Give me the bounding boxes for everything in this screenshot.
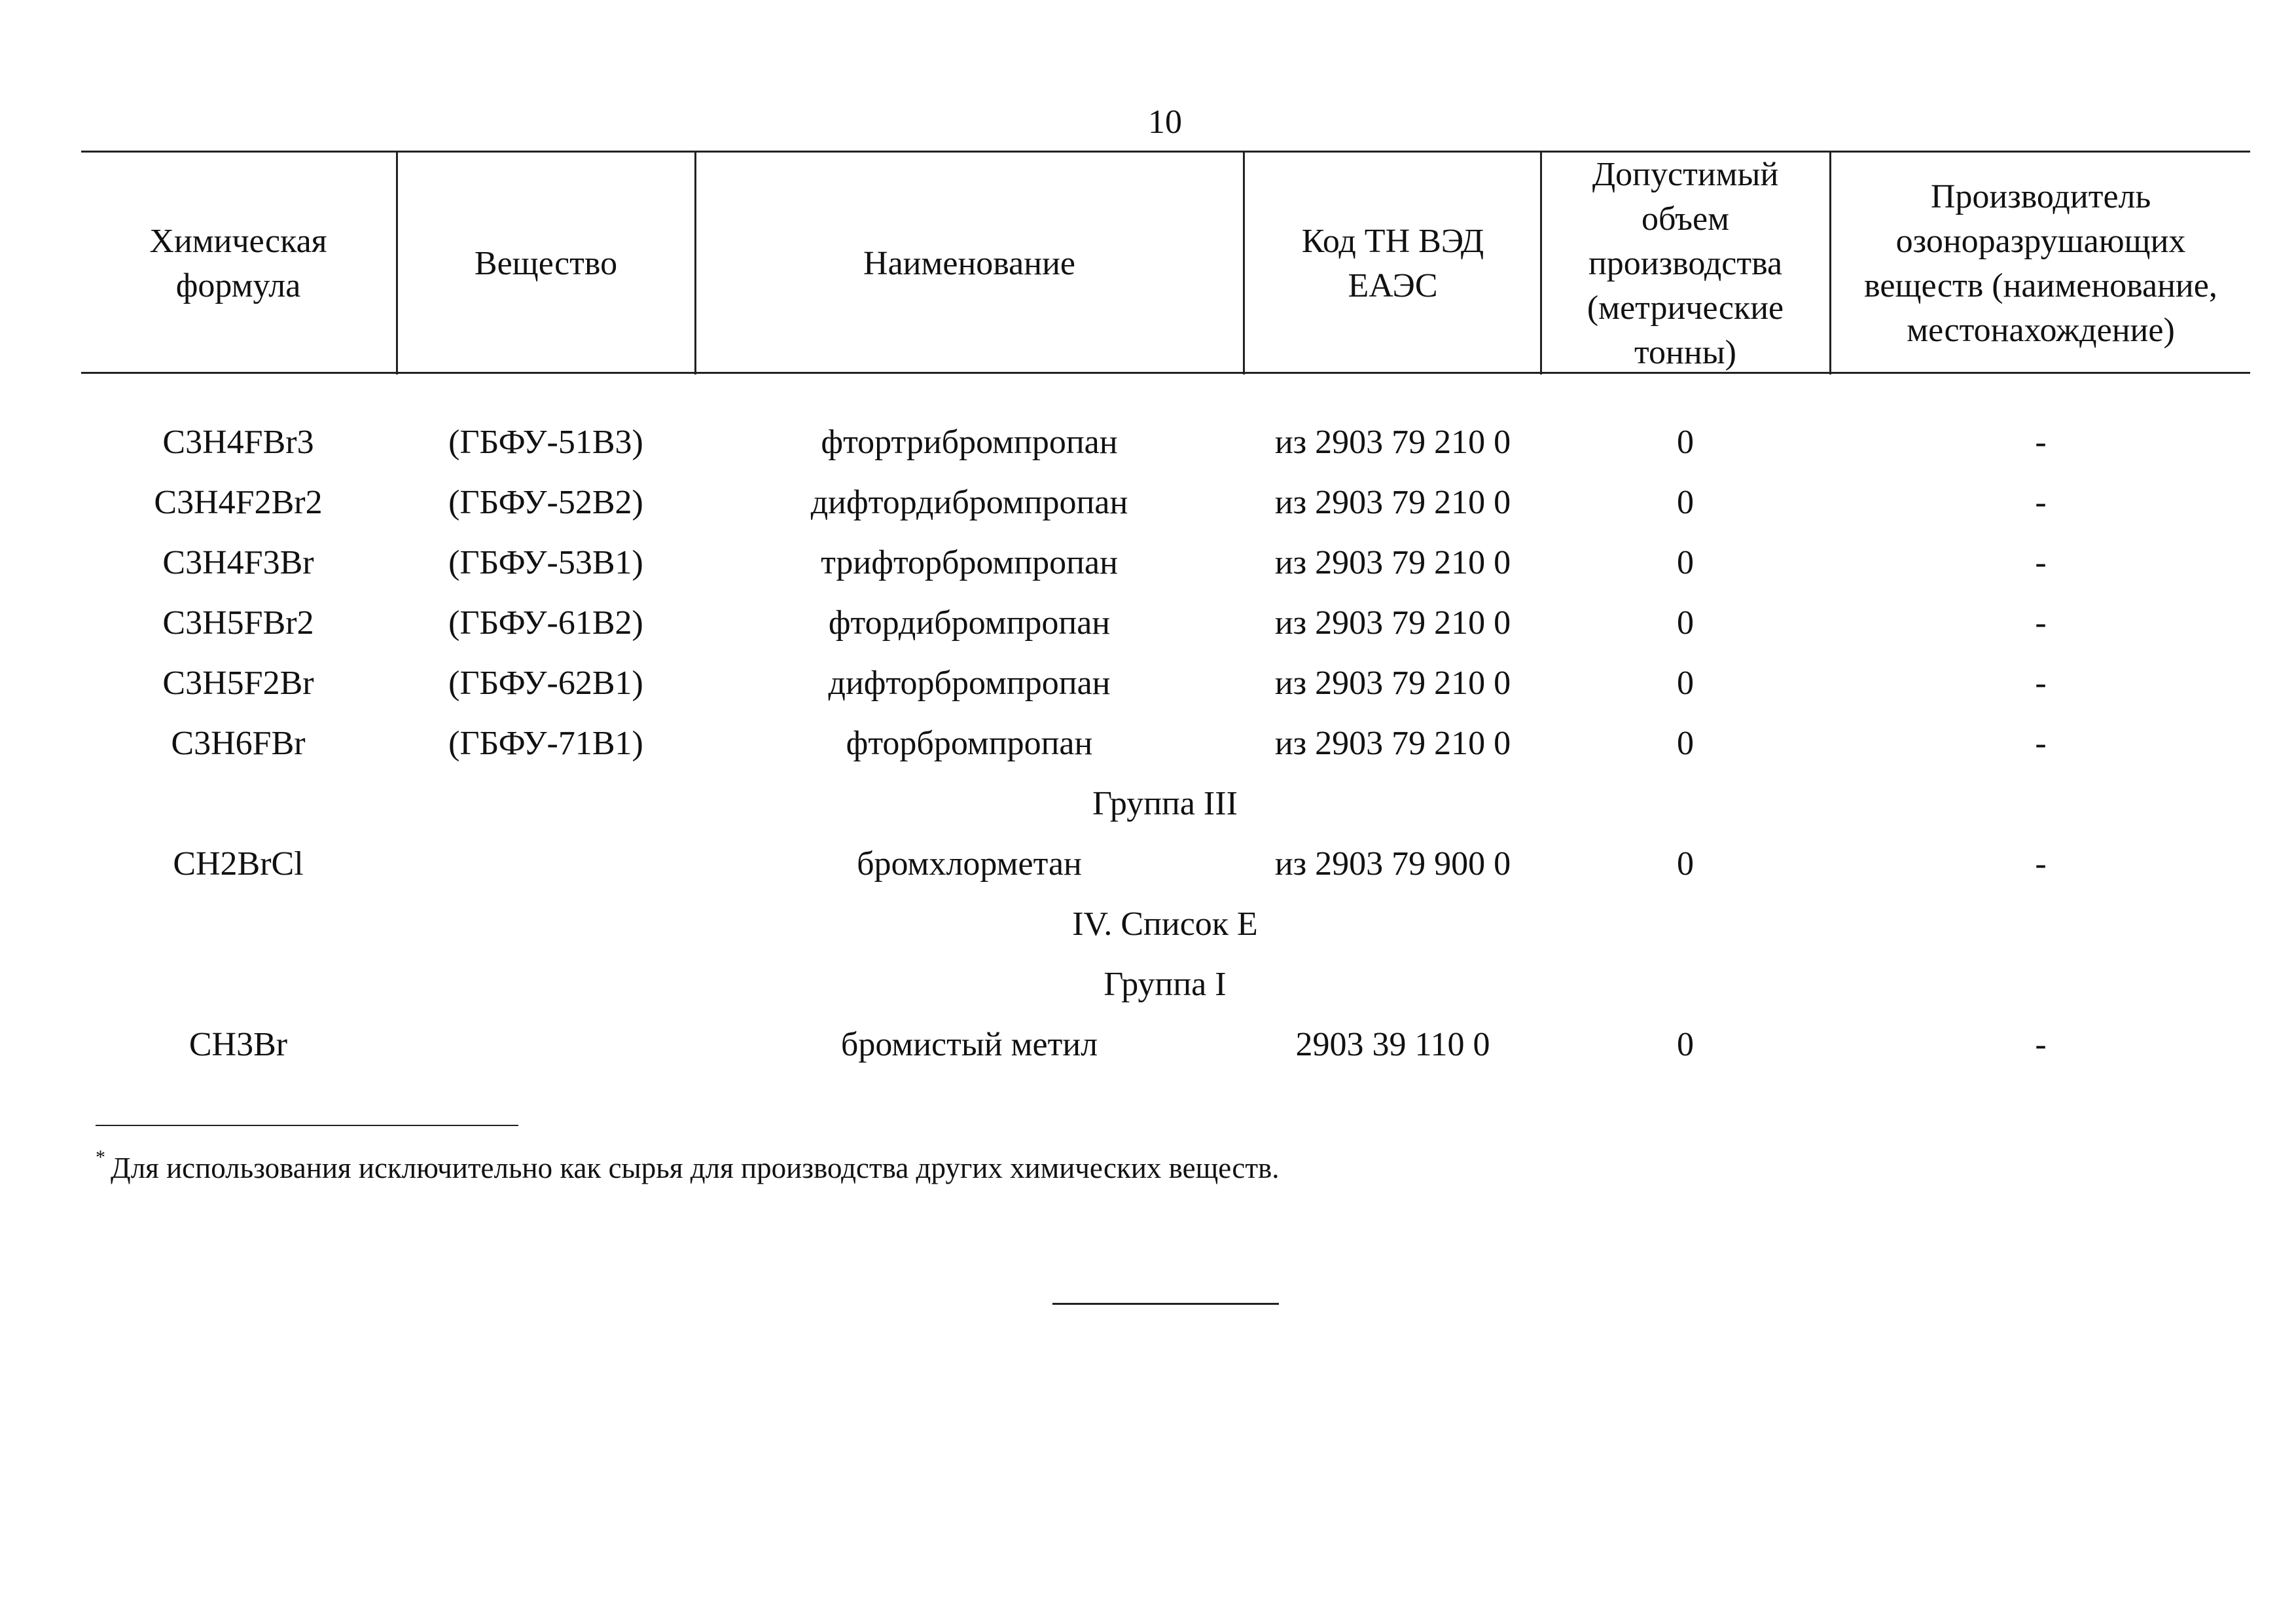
producer-cell: - [2035,484,2047,521]
formula-cell: C3H4FBr3 [162,424,314,461]
producer-cell: - [2035,665,2047,702]
footnote-marker: * [96,1146,105,1168]
page-number: 10 [1148,103,1182,141]
substance-cell: (ГБФУ-61В2) [448,604,643,642]
name-cell: дифторбромпропан [828,665,1111,702]
name-cell: бромхлорметан [857,845,1082,883]
code-cell: из 2903 79 210 0 [1274,424,1511,461]
table-row [0,834,2296,894]
code-cell: из 2903 79 210 0 [1274,665,1511,702]
volume-cell: 0 [1677,544,1694,581]
name-cell: фторбромпропан [846,725,1093,762]
table-row [0,412,2296,473]
footnote-separator [96,1125,518,1126]
header-substance: Вещество [474,245,618,282]
footnote [96,1142,1280,1188]
producer-cell: - [2035,604,2047,642]
header-volume: Допустимый объем производства (метрические тонны) [1587,156,1784,371]
table-row [0,533,2296,593]
table-row [0,473,2296,533]
list-heading: IV. Список Е [1072,905,1258,943]
header-producer: Производитель озоноразрушающих веществ (наименование, местонахождение) [1864,178,2217,349]
producer-cell: - [2035,544,2047,581]
code-cell: из 2903 79 210 0 [1274,604,1511,642]
volume-cell: 0 [1677,725,1694,762]
substance-cell: (ГБФУ-71В1) [448,725,643,762]
table-row [0,653,2296,714]
volume-cell: 0 [1677,484,1694,521]
code-cell: из 2903 79 900 0 [1274,845,1511,883]
volume-cell: 0 [1677,424,1694,461]
name-cell: бромистый метил [840,1026,1098,1063]
table-row [0,1015,2296,1075]
header-formula: Химическая формула [149,223,327,304]
formula-cell: C3H5F2Br [162,665,314,702]
footnote-text: Для использования исключительно как сырья для производства других химических веществ. [111,1152,1280,1184]
volume-cell: 0 [1677,665,1694,702]
producer-cell: - [2035,845,2047,883]
name-cell: фтордибромпропан [828,604,1111,642]
name-cell: фтортрибромпропан [821,424,1118,461]
formula-cell: C3H4F3Br [162,544,314,581]
end-rule [1052,1303,1279,1305]
formula-cell: C3H4F2Br2 [154,484,323,521]
substance-cell: (ГБФУ-62В1) [448,665,643,702]
group-heading: Группа I [1103,966,1227,1003]
formula-cell: CH2BrCl [173,845,304,883]
producer-cell: - [2035,725,2047,762]
name-cell: дифтордибромпропан [810,484,1128,521]
table-row [0,593,2296,653]
code-cell: из 2903 79 210 0 [1274,544,1511,581]
substance-cell: (ГБФУ-52В2) [448,484,643,521]
header-code: Код ТН ВЭД ЕАЭС [1301,223,1484,304]
volume-cell: 0 [1677,604,1694,642]
formula-cell: CH3Br [188,1026,288,1063]
code-cell: 2903 39 110 0 [1295,1026,1490,1063]
volume-cell: 0 [1677,845,1694,883]
table-top-rule [81,151,2250,153]
producer-cell: - [2035,1026,2047,1063]
formula-cell: C3H6FBr [171,725,306,762]
code-cell: из 2903 79 210 0 [1274,484,1511,521]
table-row [0,714,2296,774]
substance-cell: (ГБФУ-53В1) [448,544,643,581]
name-cell: трифторбромпропан [821,544,1118,581]
group-heading: Группа III [1092,785,1238,822]
substance-cell: (ГБФУ-51В3) [448,424,643,461]
producer-cell: - [2035,424,2047,461]
volume-cell: 0 [1677,1026,1694,1063]
header-name: Наименование [863,245,1075,282]
formula-cell: C3H5FBr2 [162,604,314,642]
code-cell: из 2903 79 210 0 [1274,725,1511,762]
